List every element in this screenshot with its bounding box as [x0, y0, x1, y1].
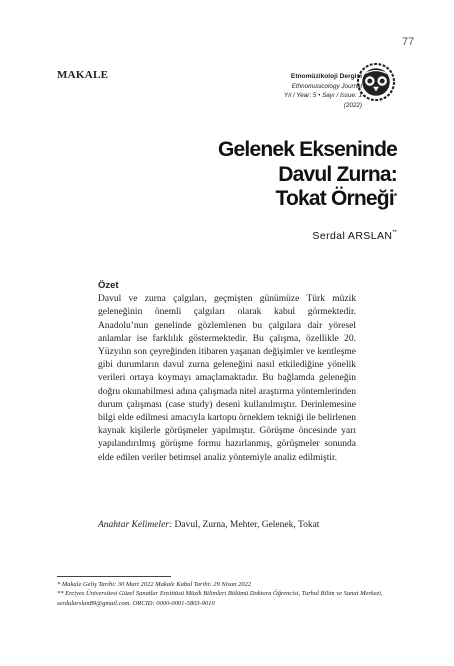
journal-title-tr: Etnomüzikoloji Dergisi — [290, 73, 362, 80]
author-label: Serdal ARSLAN — [312, 230, 393, 242]
footnotes — [57, 580, 397, 608]
page-number: 77 — [402, 36, 415, 48]
title-line-2: Davul Zurna: — [278, 162, 397, 186]
keywords-section — [98, 519, 356, 533]
footnote-divider — [57, 576, 171, 577]
abstract-heading: Özet — [98, 280, 119, 291]
title-line-1: Gelenek Ekseninde — [218, 138, 397, 161]
title-line-3: Tokat Örneği — [275, 187, 394, 210]
journal-year: (2022) — [343, 101, 362, 109]
author-footnote-mark: ** — [392, 230, 397, 236]
footnote-1: * Makale Geliş Tarihi: 30 Mart 2022 Makale Kabul Tarihi: 29 Nisan 2022 — [57, 581, 252, 588]
article-title — [218, 138, 397, 212]
footnote-2: ** Erciyes Üniversitesi Güzel Sanatlar Enstitüsü Müzik Bilimleri Bölümü Doktora Öğrencisi, Turhal Bilim ve Sanat Merkezi, serdalarslan89@gmail.com. ORCID: 0000-0001-5803-9010 — [57, 590, 383, 607]
journal-issue: Yıl / Year: 5 • Sayı / Issue: 1 — [283, 92, 362, 100]
journal-logo-icon — [357, 63, 395, 101]
keywords-label: Anahtar Kelimeler: — [98, 520, 173, 530]
author-name — [312, 230, 397, 242]
journal-title-en: Ethnomusicology Journal — [291, 82, 362, 90]
section-label: MAKALE — [57, 69, 109, 81]
abstract-section — [98, 279, 356, 465]
keywords-text: Davul, Zurna, Mehter, Gelenek, Tokat — [172, 520, 320, 530]
title-footnote-mark: * — [393, 192, 397, 201]
abstract-text: Davul ve zurna çalgıları, geçmişten günümüze Türk müzik geleneğinin önemli çalgıları olarak kabul görmektedir. Anadolu’nun genelinde gözlemlenen bu çalgılara dair yöresel anlamlar ise farklılık göstermektedir. Bu çalışma, özellikle 20. Yüzyılın son çeyreğinden itibaren yaşanan değişimler ve kentleşme gibi durumların davul zurna geleneğini nasıl etkilediğine yönelik verileri ortaya koymayı amaçlamaktadır. Bu bağlamda geleneğin doğru okunabilmesi adına çalışmada nitel araştırma yöntemlerinden durum çalışması (case study) deseni kullanılmıştır. Derinlemesine bilgi elde edilmesi amacıyla kartopu örneklem tekniği ile belirlenen kaynak kişilerle görüşmeler yapılmıştır. Görüşme öncesinde yarı yapılandırılmış görüşme formu hazırlanmış, görüşmeler sonunda elde edilen veriler betimsel analiz yöntemiyle analiz edilmiştir. — [98, 294, 357, 463]
journal-info — [284, 72, 362, 110]
